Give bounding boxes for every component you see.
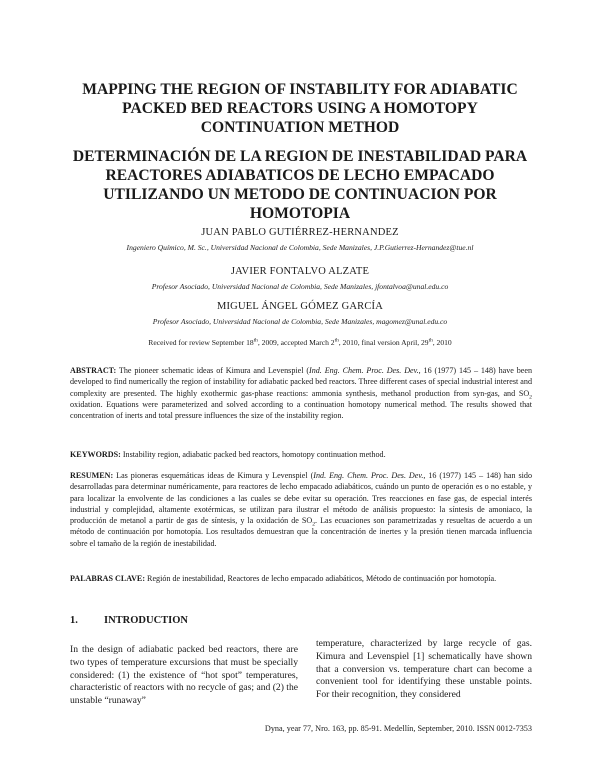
title-en-line: PACKED BED REACTORS USING A HOMOTOPY <box>122 100 478 117</box>
paper-title-spanish <box>0 147 600 223</box>
received-text: , 2009, accepted March 2 <box>257 338 335 347</box>
palabras-clave-label: PALABRAS CLAVE: <box>70 574 146 583</box>
abstract-text: , 16 (1977) 145 – 148) have been developed to find numerically the region of instability for adiabatic packed bed reactors. Three different cases of special industrial interest and complexity are presented. The highly exothermic gas-phase reactions: ammonia synthesis, methanol production from syn-gas, and SO <box>70 366 532 398</box>
keywords-text: Instability region, adiabatic packed bed reactors, homotopy continuation method. <box>120 450 386 459</box>
section-number: 1. <box>70 615 78 626</box>
abstract-text: oxidation. Equations were parameterized and solved according to a continuation homotopy numerical method. The results showed that concentration of inerts and total pressure influences the size of the instability region. <box>70 399 532 421</box>
intro-left-column: In the design of adiabatic packed bed reactors, there are two types of temperature excursions that must be specially considered: (1) the existence of “hot spot” temperatures, characteristic of reactors with no recycle of gas; and (2) the unstable “runaway” <box>70 644 299 707</box>
ordinal-suffix: th <box>428 337 433 344</box>
resumen-label: RESUMEN: <box>70 471 114 480</box>
paper-title-english <box>0 80 600 137</box>
title-en-line: MAPPING THE REGION OF INSTABILITY FOR ADIABATIC <box>82 81 518 98</box>
received-text: Received for review September 18 <box>148 338 254 347</box>
title-es-line: DETERMINACIÓN DE LA REGION DE INESTABILIDAD PARA <box>72 148 528 165</box>
author-name: JUAN PABLO GUTIÉRREZ-HERNANDEZ <box>201 227 399 238</box>
abstract-paragraph <box>70 365 532 421</box>
author-affiliation: Profesor Asociado, Universidad Nacional de Colombia, Sede Manizales, jfontalvoa@unal.edu.co <box>151 282 449 291</box>
page-footer: Dyna, year 77, Nro. 163, pp. 85-91. Medellín, September, 2010. ISSN 0012-7353 <box>264 724 532 733</box>
palabras-clave-paragraph <box>70 573 532 584</box>
intro-right-column: temperature, characterized by large recycle of gas. Kimura and Levenspiel [1] schematically have shown that a conversion vs. temperature chart can become a convenient tool for identifying these unstable points. For their recognition, they considered <box>316 638 532 701</box>
resumen-text: Las pioneras esquemáticas ideas de Kimura y Levenspiel ( <box>113 471 314 480</box>
title-es-line: REACTORES ADIABATICOS DE LECHO EMPACADO <box>105 167 495 184</box>
palabras-clave-text: Región de inestabilidad, Reactores de lecho empacado adiabáticos, Método de continuación por homotopía. <box>145 574 497 583</box>
resumen-text: , 16 (1977) 145 – 148) han sido desarrolladas para determinar numéricamente, para reactores de lecho empacado adiabáticos, cuándo un punto de operación es o no estable, y para localizar la envolvente de las condiciones a las cuales se debe evitar su operación. Tres reacciones en fase gas, de especial interés industrial y complejidad, altamente exotérmicas, se utilizan para ilustrar el método de análisis propuesto: la síntesis de amoniaco, la producción de metanol a partir de gas de síntesis, y la oxidación de SO <box>70 471 532 526</box>
resumen-paragraph <box>70 470 532 549</box>
title-en-line: CONTINUATION METHOD <box>200 119 400 136</box>
author-name: JAVIER FONTALVO ALZATE <box>230 266 370 277</box>
author-name: MIGUEL ÁNGEL GÓMEZ GARCÍA <box>216 301 384 312</box>
received-dates <box>0 338 600 347</box>
author-affiliation: Profesor Asociado, Universidad Nacional de Colombia, Sede Manizales, magomez@unal.edu.co <box>152 317 448 326</box>
title-es-line: UTILIZANDO UN METODO DE CONTINUACION POR <box>103 186 497 203</box>
ordinal-suffix: th <box>334 337 339 344</box>
received-text: , 2010, final version April, 29 <box>338 338 429 347</box>
subscript: 2 <box>529 394 532 401</box>
journal-citation: Ind. Eng. Chem. Proc. Des. Dev. <box>313 471 424 480</box>
received-text: , 2010 <box>432 338 452 347</box>
keywords-paragraph <box>70 449 532 460</box>
author-affiliation: Ingeniero Químico, M. Sc., Universidad Nacional de Colombia, Sede Manizales, J.P.Gutierrez-Hernandez@tue.nl <box>126 243 474 252</box>
ordinal-suffix: th <box>253 337 258 344</box>
abstract-text: The pioneer schematic ideas of Kimura and Levenspiel ( <box>116 366 310 375</box>
keywords-label: KEYWORDS: <box>70 450 121 459</box>
subscript: 2 <box>312 521 316 528</box>
section-title: INTRODUCTION <box>104 615 189 626</box>
abstract-label: ABSTRACT: <box>70 366 117 375</box>
journal-citation: Ind. Eng. Chem. Proc. Des. Dev. <box>309 366 419 375</box>
title-es-line: HOMOTOPIA <box>249 205 351 222</box>
resumen-text: . Las ecuaciones son parametrizadas y resueltas de acuerdo a un método de continuación por homotopía. Los resultados demuestran que la concentración de inertes y la presión tienen marcada influencia sobre el tamaño de la región de inestabilidad. <box>70 516 532 548</box>
